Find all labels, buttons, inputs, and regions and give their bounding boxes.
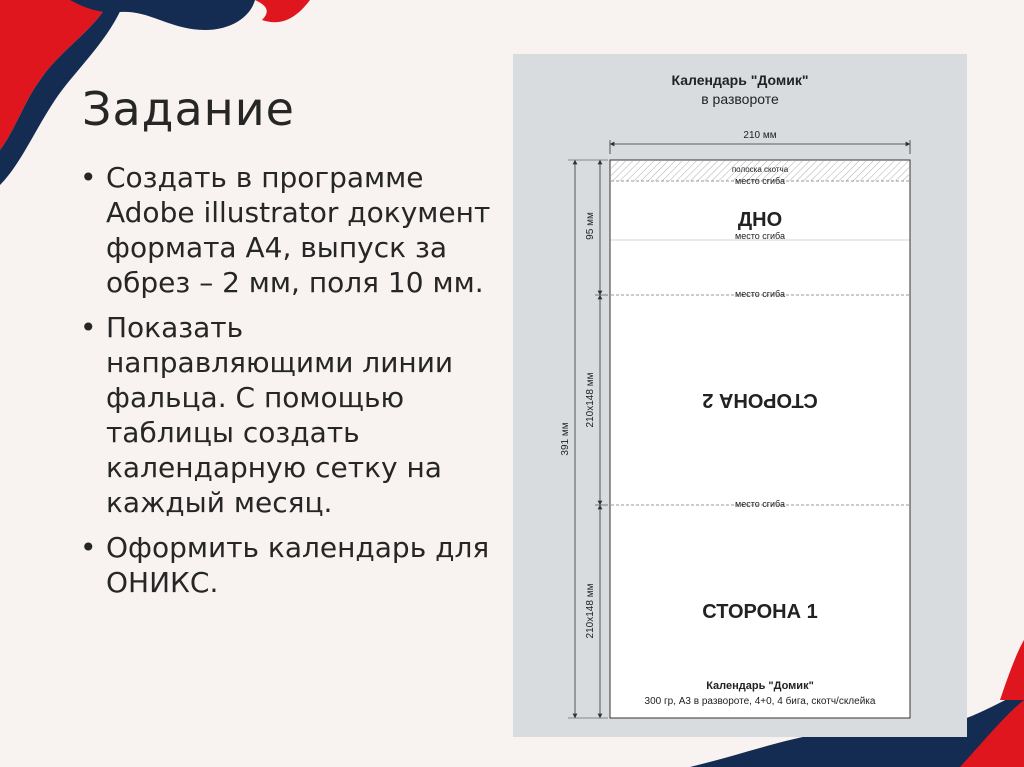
side-2-height-label: 210x148 мм bbox=[585, 372, 596, 428]
calendar-layout-diagram bbox=[513, 54, 967, 737]
side-1-height-label: 210x148 мм bbox=[585, 583, 596, 639]
side-1-label: СТОРОНА 1 bbox=[702, 601, 818, 623]
fold-label: место сгиба bbox=[735, 231, 785, 241]
side-2-label: СТОРОНА 2 bbox=[702, 389, 818, 411]
bullet-list bbox=[76, 160, 496, 610]
bullet-item: • Показать направляющими линии фальца. С помощью таблицы создать календарную сетку на каждый месяц. bbox=[76, 310, 496, 520]
fold-label: место сгиба bbox=[735, 499, 785, 509]
bottom-panel-label: ДНО bbox=[737, 209, 783, 231]
footer-spec: 300 гр, А3 в развороте, 4+0, 4 бига, скотч/склейка bbox=[644, 696, 876, 707]
footer-title: Календарь "Домик" bbox=[706, 680, 814, 692]
diagram-subtitle: в развороте bbox=[701, 91, 779, 107]
fold-label: место сгиба bbox=[735, 176, 785, 186]
tape-label: полоска скотча bbox=[731, 165, 789, 174]
width-dimension bbox=[610, 130, 910, 154]
width-label: 210 мм bbox=[743, 130, 777, 141]
slide-title: Задание bbox=[82, 82, 295, 136]
diagram-title: Календарь "Домик" bbox=[671, 72, 809, 88]
bottom-height-label: 95 мм bbox=[585, 212, 596, 240]
total-height-dimension bbox=[560, 160, 608, 718]
calendar-sheet bbox=[610, 160, 910, 718]
bullet-item: • Оформить календарь для ОНИКС. bbox=[76, 530, 496, 600]
bullet-item: • Создать в программе Adobe illustrator документ формата А4, выпуск за обрез – 2 мм, поля 10 мм. bbox=[76, 160, 496, 300]
total-height-label: 391 мм bbox=[560, 422, 571, 456]
fold-label: место сгиба bbox=[735, 289, 785, 299]
section-height-dimensions bbox=[585, 162, 608, 716]
